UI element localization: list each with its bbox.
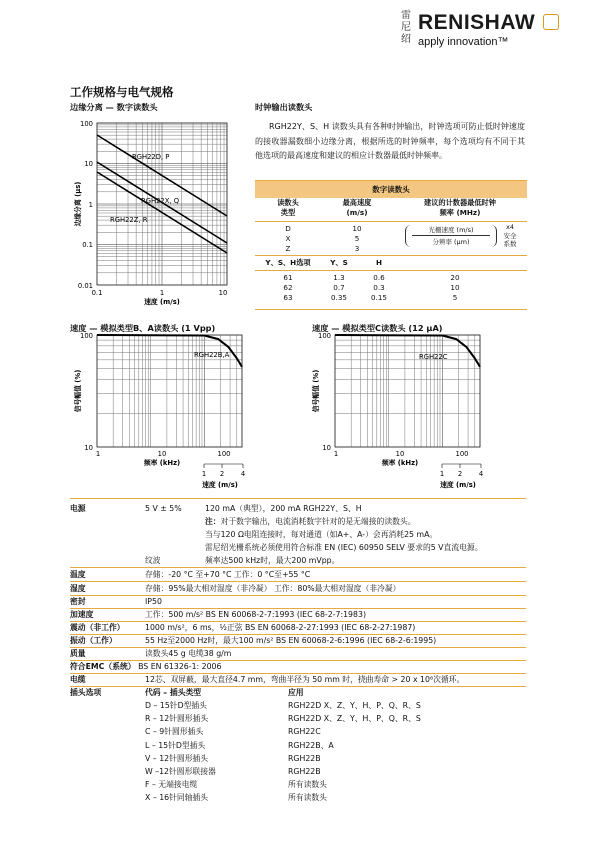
- connector-application: RGH22D X、Z、Y、H、P、Q、R、S: [288, 714, 421, 724]
- y-axis-label: 信号幅值 (%): [74, 369, 82, 413]
- x-axis-label: 速度 (m/s): [144, 298, 180, 306]
- x-tick-100: 100: [455, 450, 469, 458]
- spec-ripple-label: 纹波: [145, 556, 161, 565]
- speed-axis-label: 速度 (m/s): [202, 481, 238, 489]
- spec-power-note: 注：对于数字输出，电流消耗数字针对的是无端接的读数头。: [205, 517, 416, 526]
- speed-tick-1: 1: [439, 470, 445, 478]
- x-tick-1: 1: [159, 289, 165, 297]
- series-curve-c: [335, 335, 480, 367]
- rows2-ys: 1.3 0.7 0.35: [330, 273, 347, 302]
- x-tick-10: 10: [157, 450, 167, 458]
- connector-application: RGH22D X、Z、Y、H、P、Q、R、S: [288, 701, 421, 710]
- spec-vibration-label: 振动（工作）: [70, 636, 117, 645]
- x-tick-10: 10: [218, 289, 228, 297]
- connector-header-app: 应用: [288, 688, 304, 697]
- x-tick-1: 1: [95, 450, 101, 458]
- spec-power-line4: 雷尼绍光栅系统必须使用符合标准 EN (IEC) 60950 SELV 要求的5 V直流电源。: [205, 543, 483, 552]
- clock-paragraph: RGH22Y、S、H 读数头具有各种时钟输出，时钟选项可防止低时钟速度的接收器漏数细小边缘分离，根据所选的时钟频率，每个选项均有不同于其他选项的最高速度和建议的相应计数器最低时钟频率。: [255, 122, 525, 160]
- analog-ba-chart: [62, 330, 262, 495]
- col-header-clock: 建议的计数器最低时钟 频率 (MHz): [424, 198, 496, 217]
- col-header-speed: 最高速度 (m/s): [342, 198, 372, 217]
- y-tick-100: 100: [318, 332, 331, 340]
- spec-power-line3: 当与120 Ω电阻连接时，每对通道（如A+、A-）会再消耗25 mA。: [205, 530, 438, 539]
- digital-readhead-table: [255, 180, 527, 310]
- y-tick-100: 100: [80, 120, 93, 128]
- chart2-subtitle: 速度 — 模拟类型B、A读数头 (1 Vpp): [70, 323, 216, 333]
- clock-formula: 光栅速度 (m/s) 分辨率 (µm): [405, 225, 497, 247]
- spec-cable-value: 12芯、双屏蔽，最大直径4.7 mm，弯曲半径为 50 mm 时，挠曲寿命 > 20 x 10⁶次循环。: [145, 675, 465, 684]
- speed-tick-2: 2: [219, 470, 225, 478]
- series-label-z: RGH22Z, R: [110, 216, 148, 224]
- y-tick-1: 1: [88, 201, 93, 209]
- renishaw-logo: RENISHAW: [418, 11, 536, 34]
- rows1-readhead: D X Z: [285, 224, 291, 253]
- sub-header-ys: Y、S: [330, 258, 348, 267]
- spec-seal-label: 密封: [70, 597, 86, 606]
- y-tick-10: 10: [84, 444, 93, 452]
- speed-tick-4: 4: [478, 470, 484, 478]
- y-axis-label: 边缘分离 (µs): [74, 181, 82, 227]
- spec-humidity-value: 存储：95%最大相对湿度（非冷凝） 工作：80%最大相对湿度（非冷凝）: [145, 584, 401, 593]
- spec-shock-label: 震动（非工作）: [70, 623, 125, 632]
- series-label-x: RGH22X, Q: [141, 197, 180, 205]
- series-label-c: RGH22C: [419, 353, 448, 361]
- y-tick-100: 100: [80, 332, 93, 340]
- connector-code: V – 12针圆形插头: [145, 753, 209, 763]
- logo-tagline: apply innovation™: [418, 36, 509, 48]
- y-axis-label: 信号幅值 (%): [312, 369, 320, 413]
- x-tick-1: 1: [333, 450, 339, 458]
- connector-application: 所有读数头: [288, 793, 327, 803]
- speed-tick-1: 1: [201, 470, 207, 478]
- speed-tick-4: 4: [240, 470, 246, 478]
- connector-code: C – 9针圆形插头: [145, 727, 204, 737]
- table-header: 数字读数头: [255, 181, 527, 198]
- connector-code: D – 15针D型插头: [145, 701, 207, 710]
- chart1-subtitle: 边缘分离 — 数字读数头: [70, 102, 158, 112]
- y-tick-0.1: 0.1: [82, 241, 93, 249]
- spec-acceleration-label: 加速度: [70, 610, 94, 619]
- safety-factor: x4 安全 系数: [503, 223, 517, 248]
- x-tick-0.1: 0.1: [91, 289, 103, 297]
- x-axis-label: 频率 (kHz): [381, 459, 419, 467]
- logo-chinese-text: 雷尼绍: [401, 10, 411, 45]
- spec-shock-value: 1000 m/s²，6 ms，½正弦 BS EN 60068-2-27:1993 (IEC 68-2-27:1987): [145, 623, 416, 632]
- x-tick-10: 10: [395, 450, 405, 458]
- spec-mass-value: 读数头45 g 电缆38 g/m: [145, 649, 232, 658]
- connector-header-code: 代码 – 插头类型: [145, 688, 202, 697]
- spec-vibration-value: 55 Hz至2000 Hz时，最大100 m/s² BS EN 60068-2-6:1996 (IEC 68-2-6:1995): [145, 636, 437, 645]
- spec-humidity-label: 湿度: [70, 584, 86, 593]
- spec-acceleration-value: 工作：500 m/s² BS EN 60068-2-7:1993 (IEC 68-2-7:1983): [145, 610, 366, 619]
- rows2-clock: 20 10 5: [450, 273, 460, 302]
- spec-cable-label: 电缆: [70, 675, 86, 684]
- y-tick-10: 10: [84, 160, 93, 168]
- spec-mass-label: 质量: [70, 649, 86, 658]
- connector-code: F – 无端接电缆: [145, 780, 198, 790]
- spec-seal-value: IP50: [145, 597, 162, 606]
- connector-application: RGH22B: [288, 767, 321, 776]
- sub-header-option: Y、S、H选项: [265, 258, 311, 267]
- chart3-subtitle: 速度 — 模拟类型C读数头 (12 µA): [312, 323, 443, 333]
- rows2-option: 61 62 63: [283, 273, 293, 302]
- spec-temp-label: 温度: [70, 570, 86, 579]
- speed-axis-label: 速度 (m/s): [440, 481, 476, 489]
- y-tick-0.01: 0.01: [77, 282, 93, 290]
- spec-emc: 符合EMC（系统） BS EN 61326-1: 2006: [70, 662, 222, 671]
- x-axis-label: 频率 (kHz): [143, 459, 181, 467]
- analog-c-chart: [300, 330, 500, 495]
- spec-connector-label: 插头选项: [70, 688, 102, 697]
- page-title: 工作规格与电气规格: [70, 85, 174, 99]
- connector-application: RGH22B: [288, 753, 321, 763]
- spec-temp-value: 存储：-20 °C 至+70 °C 工作：0 °C至+55 °C: [145, 570, 311, 579]
- connector-application: RGH22B、A: [288, 740, 334, 750]
- y-tick-10: 10: [322, 444, 331, 452]
- series-label-d: RGH22D, P: [132, 153, 170, 161]
- connector-code: R – 12针圆形插头: [145, 714, 209, 724]
- connector-code: X – 16针同轴插头: [145, 793, 209, 803]
- clock-subtitle: 时钟输出读数头: [255, 102, 313, 112]
- x-tick-100: 100: [217, 450, 231, 458]
- spec-ripple-value: 频率达500 kHz时，最大200 mVpp。: [205, 556, 340, 565]
- rows1-speed: 10 5 3: [352, 224, 362, 253]
- col-header-readhead: 读数头 类型: [277, 198, 299, 217]
- series-label-ba: RGH22B,A: [194, 351, 230, 359]
- spec-power-line1: 120 mA（典型），200 mA RGH22Y、S、H: [205, 504, 362, 513]
- sub-header-h: H: [375, 258, 382, 267]
- connector-application: 所有读数头: [288, 780, 327, 790]
- connector-application: RGH22C: [288, 727, 321, 737]
- edge-separation-chart: [62, 115, 242, 310]
- rows2-h: 0.6 0.3 0.15: [370, 273, 387, 302]
- connector-code: L – 15针D型插头: [145, 740, 206, 750]
- renishaw-emblem-icon: [543, 14, 559, 30]
- speed-tick-2: 2: [457, 470, 463, 478]
- spec-power-value: 5 V ± 5%: [145, 504, 182, 513]
- connector-code: W –12针圆形联接器: [145, 767, 216, 776]
- spec-power-label: 电源: [70, 504, 86, 513]
